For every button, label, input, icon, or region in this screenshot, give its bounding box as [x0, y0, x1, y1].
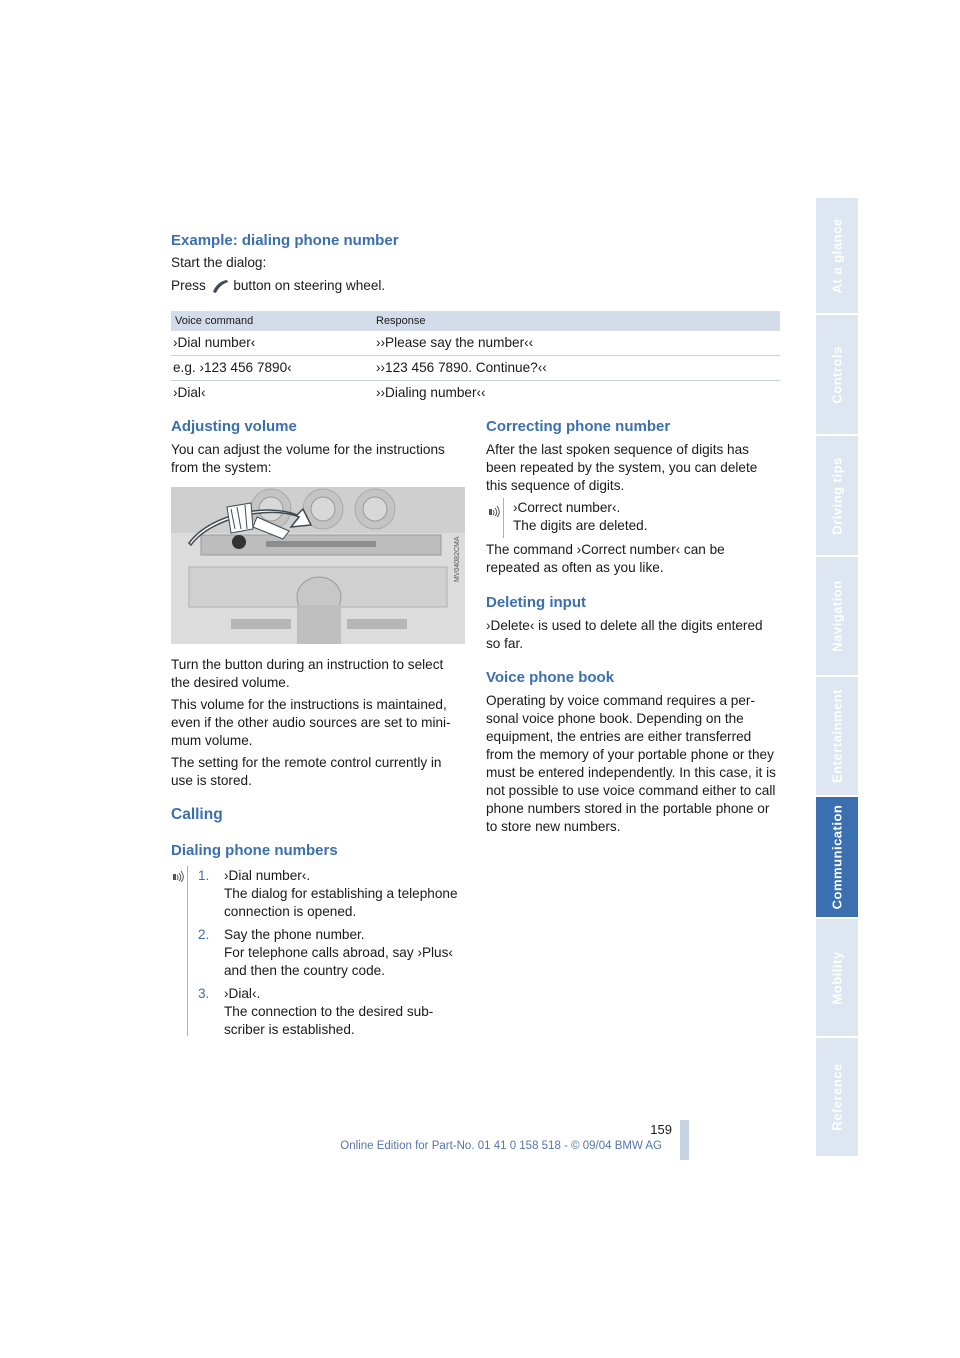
example-start-text: Start the dialog: [171, 255, 267, 270]
voice-command-icon [488, 503, 502, 517]
tab-driving-tips[interactable] [816, 436, 858, 555]
tab-label: Mobility [829, 950, 845, 1005]
tab-label: Entertainment [829, 689, 845, 783]
footer-edition-text: Online Edition for Part-No. 01 41 0 158 518 - © 09/04 BMW AG [340, 1140, 662, 1152]
adjusting-volume-heading: Adjusting volume [171, 418, 297, 435]
example-heading: Example: dialing phone number [171, 232, 399, 249]
correcting-command-box [513, 499, 773, 535]
dialing-phone-numbers-heading: Dialing phone numbers [171, 842, 338, 859]
list-item [198, 926, 466, 980]
table-header-cell: Voice command [175, 315, 254, 327]
tab-label: At a glance [829, 218, 845, 293]
step-command: ›Dial number‹. [224, 868, 311, 883]
tab-communication[interactable] [816, 797, 858, 917]
list-item [198, 867, 466, 921]
table-row [171, 381, 780, 405]
adjusting-para-1: You can adjust the volume for the instructions from the system: [171, 442, 445, 475]
step-text: The connection to the desired sub-scriber is established. [224, 1004, 434, 1037]
tab-mobility[interactable] [816, 919, 858, 1036]
table-cell: ›Dial‹ [173, 385, 206, 400]
table-header-cell: Response [376, 315, 426, 327]
tab-label: Communication [829, 804, 845, 910]
tab-controls[interactable] [816, 315, 858, 434]
tab-at-a-glance[interactable] [816, 198, 858, 313]
step-text: For telephone calls abroad, say ›Plus‹ and then the country code. [224, 945, 453, 978]
deleting-heading: Deleting input [486, 594, 586, 611]
tab-label: Driving tips [829, 456, 845, 535]
table-cell: e.g. ›123 456 7890‹ [173, 360, 292, 375]
table-cell: ››Please say the number‹‹ [376, 335, 534, 350]
image-code: MV04082CMA [454, 536, 461, 582]
table-header [171, 311, 780, 331]
calling-heading: Calling [171, 806, 223, 823]
phonebook-heading: Voice phone book [486, 669, 615, 686]
tab-entertainment[interactable] [816, 677, 858, 795]
table-cell: ››Dialing number‹‹ [376, 385, 486, 400]
tab-label: Controls [829, 345, 845, 404]
voice-command-bar [187, 866, 188, 1036]
tab-reference[interactable] [816, 1038, 858, 1156]
adjusting-para-4: The setting for the remote control currently in use is stored. [171, 755, 442, 788]
correcting-command: ›Correct number‹. [513, 500, 621, 515]
step-text: The dialog for establishing a telephone connection is opened. [224, 886, 458, 919]
table-cell: ››123 456 7890. Continue?‹‹ [376, 360, 547, 375]
adjusting-para-2: Turn the button during an instruction to select the desired volume. [171, 657, 444, 690]
page-number: 159 [650, 1122, 672, 1137]
tab-navigation[interactable] [816, 557, 858, 675]
voice-command-table [171, 311, 780, 405]
page-marker-bar [680, 1120, 689, 1160]
table-row [171, 331, 780, 356]
dialing-steps-list [198, 867, 466, 1044]
tab-label: Reference [829, 1063, 845, 1131]
step-number: 2. [198, 927, 210, 942]
press-after-text: button on steering wheel. [233, 278, 386, 293]
table-cell: ›Dial number‹ [173, 335, 256, 350]
dashboard-illustration [171, 487, 465, 644]
correcting-heading: Correcting phone number [486, 418, 671, 435]
dashboard-drawing [171, 487, 465, 644]
step-number: 1. [198, 868, 210, 883]
voice-command-icon [172, 868, 186, 882]
step-number: 3. [198, 986, 210, 1001]
deleting-para: ›Delete‹ is used to delete all the digits entered so far. [486, 618, 763, 651]
correcting-command-text: The digits are deleted. [513, 518, 648, 533]
step-command: ›Dial‹. [224, 986, 261, 1001]
tab-label: Navigation [829, 580, 845, 652]
list-item [198, 985, 466, 1039]
correcting-para-1: After the last spoken sequence of digits has been repeated by the system, you can delete this sequence of digits. [486, 442, 758, 493]
press-before-text: Press [171, 278, 206, 293]
correcting-para-2: The command ›Correct number‹ can be repeated as often as you like. [486, 542, 725, 575]
example-press-line [171, 277, 385, 295]
phonebook-para: Operating by voice command requires a per-sonal voice phone book. Depending on the equipment, the entries are either transferred from the memory of your portable phone or they must be entered independently. In this case, it is not possible to use voice command either to call phone numbers stored in the portable phone or to store new numbers. [486, 693, 776, 834]
chapter-tabs [816, 198, 858, 1158]
step-command: Say the phone number. [224, 927, 365, 942]
voice-command-bar [503, 498, 504, 538]
talk-button-icon [210, 278, 230, 294]
table-row [171, 356, 780, 381]
adjusting-para-3: This volume for the instructions is maintained, even if the other audio sources are set to mini-mum volume. [171, 697, 451, 748]
